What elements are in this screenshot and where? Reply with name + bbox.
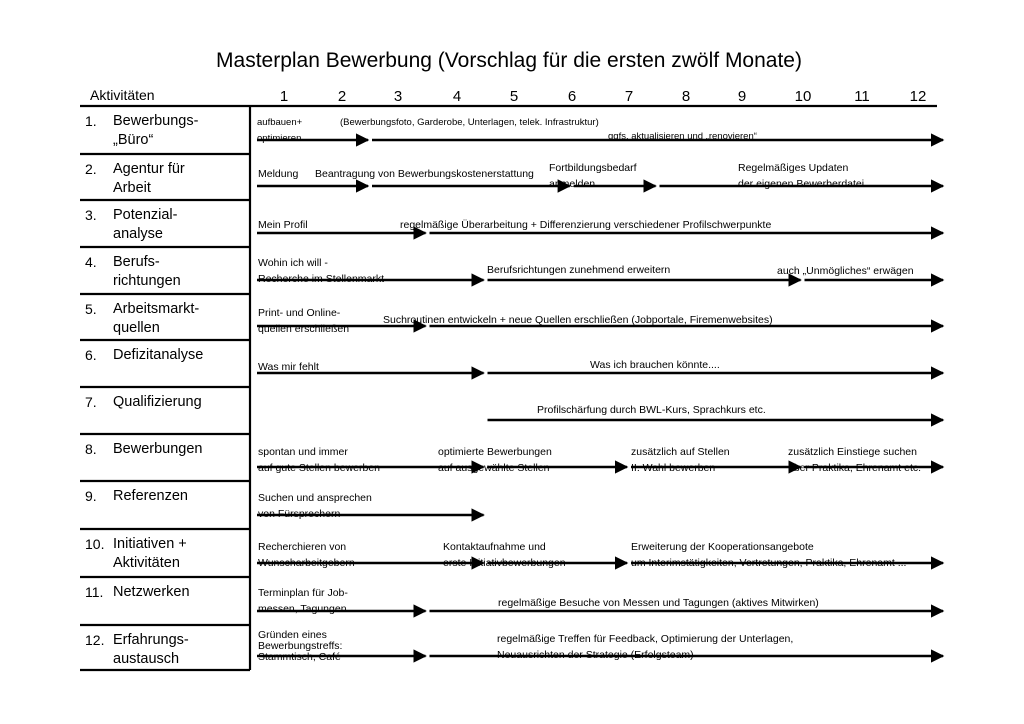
activity-note: Berufsrichtungen zunehmend erweitern [487,264,671,276]
activity-note: Was mir fehlt [258,361,319,373]
month-label-7: 7 [624,88,634,105]
month-label-12: 12 [909,88,927,105]
activity-note: aufbauen+ optimieren [257,117,303,144]
month-label-8: 8 [681,88,691,105]
activity-note: zusätzlich Einstiege suchen über Praktika, Ehrenamt etc. [788,446,922,474]
activity-note: Mein Profil [258,219,308,231]
activity-note: Suchroutinen entwickeln + neue Quellen erschließen (Jobportale, Firemenwebsites) [383,314,773,326]
row-number: 8. [85,441,97,457]
row-label: Defizitanalyse [113,347,204,363]
month-label-10: 10 [794,88,812,105]
activity-row-9 [80,488,484,529]
row-label: Agentur für Arbeit [113,161,185,196]
activity-note: Fortbildungsbedarf anmelden [549,162,637,190]
activity-note: Wohin ich will -Recherche im Stellenmarkt [258,257,385,285]
activity-note: Erweiterung der Kooperationsangebote um Interimstätigkeiten, Vertretungen, Praktika, Ehrenamt ... [631,541,907,569]
activity-row-1 [80,113,943,154]
month-label-6: 6 [567,88,577,105]
activity-note: Gründen eines Bewerbungstreffs: Stammtisch, Café [258,629,343,663]
activity-row-7 [80,394,943,434]
row-label: Berufs-richtungen [113,254,181,289]
activity-row-12 [80,629,943,670]
row-number: 9. [85,488,97,504]
activity-row-10 [80,536,943,577]
activity-note: regelmäßige Besuche von Messen und Tagungen (aktives Mitwirken) [498,597,819,609]
row-label: Bewerbungen [113,441,203,457]
row-number: 3. [85,207,97,223]
row-number: 7. [85,394,97,410]
activity-note: regelmäßige Treffen für Feedback, Optimierung der Unterlagen, Neuausrichten der Strategie (Erfolgsteam) [497,633,794,661]
activity-note: Was ich brauchen könnte.... [590,359,720,371]
month-label-3: 3 [393,88,403,105]
activity-note: Terminplan für Job-messen, Tagungen ... [258,587,359,615]
activity-row-5 [80,301,943,340]
activity-note: Beantragung von Bewerbungskostenerstattung [315,168,534,180]
page-title: Masterplan Bewerbung (Vorschlag für die ersten zwölf Monate) [216,49,802,72]
activity-row-6 [80,347,943,387]
row-number: 11. [85,584,104,600]
activity-note: zusätzlich auf Stellen II. Wahl bewerben [631,446,730,474]
activity-row-4 [80,254,943,294]
row-number: 2. [85,161,97,177]
activity-row-8 [80,441,943,481]
activity-note: Print- und Online-quellen erschließen [258,307,350,335]
activities-header: Aktivitäten [90,87,155,103]
row-number: 1. [85,113,97,129]
month-label-4: 4 [452,88,462,105]
row-label: Netzwerken [113,584,190,600]
row-label: Arbeitsmarkt-quellen [113,301,200,336]
month-label-9: 9 [737,88,747,105]
row-label: Initiativen + Aktivitäten [113,536,187,571]
activity-note: Suchen und ansprechen von Fürsprechern [258,492,372,520]
activity-row-3 [80,207,943,247]
row-number: 6. [85,347,97,363]
activity-note: spontan und immer auf gute Stellen bewerben [258,446,381,474]
row-number: 12. [85,632,105,648]
activity-note: Kontaktaufnahme und erste Initiativbewerbungen [443,541,566,569]
row-label: Bewerbungs-„Büro“ [113,113,199,148]
row-number: 4. [85,254,97,270]
month-label-5: 5 [509,88,519,105]
month-label-2: 2 [337,88,347,105]
activity-row-2 [80,161,943,200]
month-label-1: 1 [279,88,289,105]
activity-note: optimierte Bewerbungen auf ausgewählte Stellen [438,446,552,474]
activity-note: auch „Unmögliches“ erwägen [777,265,914,277]
activity-note: ggfs. aktualisieren und „renovieren“ [608,131,757,142]
month-label-11: 11 [854,88,870,105]
activity-note: Regelmäßiges Updaten der eigenen Bewerberdatei [738,162,865,190]
row-label: Referenzen [113,488,188,504]
row-label: Erfahrungs-austausch [113,632,189,667]
activity-note: (Bewerbungsfoto, Garderobe, Unterlagen, telek. Infrastruktur) [340,117,599,128]
activity-row-11 [80,584,943,625]
row-label: Qualifizierung [113,394,202,410]
row-label: Potenzial-analyse [113,207,178,242]
row-number: 5. [85,301,97,317]
activity-note: Recherchieren von Wunscharbeitgebern [258,541,355,569]
activity-note: Profilschärfung durch BWL-Kurs, Sprachkurs etc. [537,404,766,416]
activity-note: Meldung [258,168,299,180]
activity-note: regelmäßige Überarbeitung + Differenzierung verschiedener Profilschwerpunkte [400,219,772,231]
row-number: 10. [85,536,105,552]
